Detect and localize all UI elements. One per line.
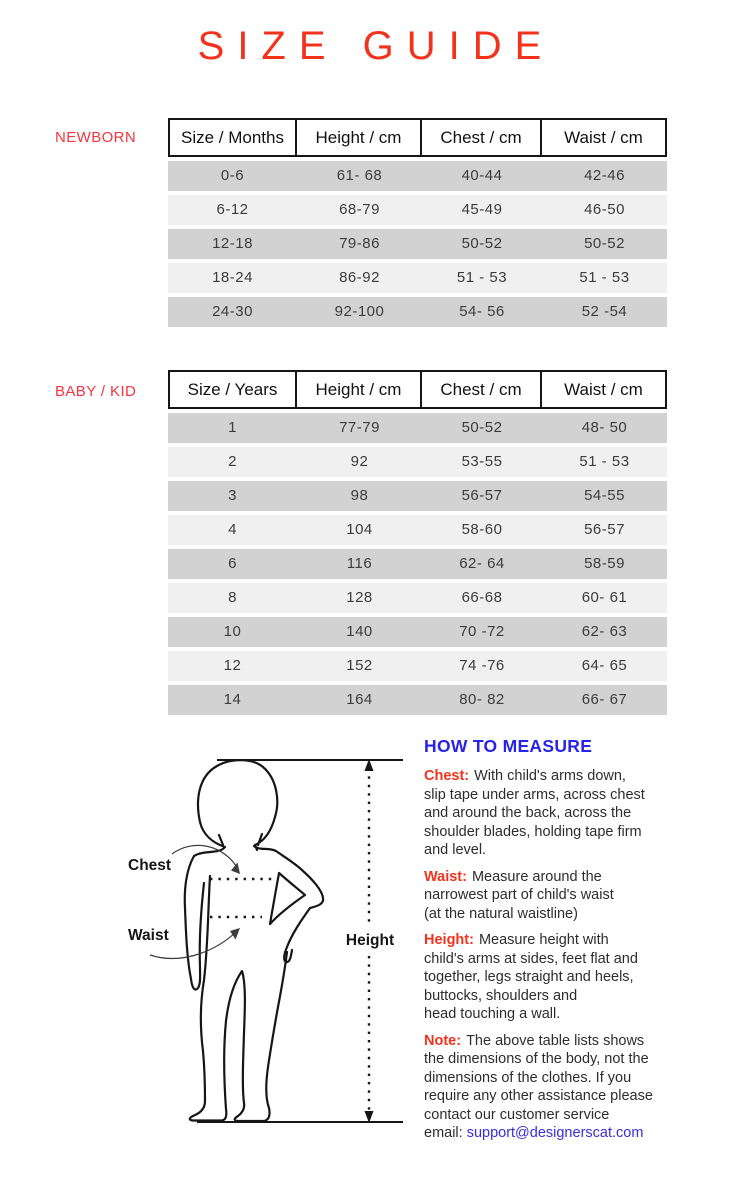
instruction-line: together, legs straight and heels, [424, 969, 634, 985]
column-header-waist: Waist / cm [540, 370, 667, 409]
column-header-chest: Chest / cm [420, 370, 542, 409]
newborn-section-label: NEWBORN [55, 129, 137, 146]
table-cell: 62- 63 [581, 623, 628, 640]
table-cell: 104 [346, 521, 373, 538]
table-cell: 46-50 [584, 201, 625, 218]
table-cell: 54-55 [584, 487, 625, 504]
table-row [168, 161, 667, 191]
table-cell: 116 [346, 555, 373, 572]
height-instruction-label: Height: [424, 932, 474, 948]
table-row [168, 481, 667, 511]
chest-label: Chest [128, 857, 172, 874]
measurement-figure [92, 742, 422, 1162]
table-cell: 50-52 [461, 419, 503, 436]
how-to-measure-title: HOW TO MEASURE [424, 736, 593, 756]
column-header-size: Size / Months [168, 118, 297, 157]
table-header-row [168, 370, 667, 409]
column-header-chest: Chest / cm [420, 118, 542, 157]
table-cell: 12-18 [212, 235, 253, 252]
table-row [168, 413, 667, 443]
instruction-line: shoulder blades, holding tape firm [424, 823, 642, 840]
page-title: SIZE GUIDE [197, 24, 555, 68]
table-cell: 48- 50 [581, 419, 628, 436]
table-cell: 53-55 [461, 453, 503, 470]
chest-pointer-arrow [172, 845, 240, 874]
instruction-line: slip tape under arms, across chest [424, 786, 645, 803]
chest-instruction-label: Chest: [424, 768, 470, 784]
instruction-line: The above table lists shows [466, 1032, 645, 1049]
table-row [168, 263, 667, 293]
instruction-line: Measure around the [471, 868, 602, 885]
table-cell: 70 -72 [459, 623, 505, 640]
newborn-size-table [168, 118, 667, 327]
email-line [424, 1124, 742, 1143]
chest-instruction [424, 767, 742, 860]
table-cell: 4 [228, 521, 237, 538]
height-label: Height [345, 932, 395, 949]
baby-kid-size-table [168, 370, 667, 715]
table-cell: 64- 65 [581, 657, 628, 674]
instruction-line: head touching a wall. [424, 1006, 561, 1022]
instruction-line: contact our customer service [424, 1106, 610, 1123]
column-header-size: Size / Years [168, 370, 297, 409]
table-cell: 40-44 [461, 167, 503, 184]
table-cell: 1 [228, 419, 237, 436]
table-cell: 52 -54 [581, 303, 628, 320]
instruction-line: and level. [424, 842, 487, 858]
waist-instruction-label: Waist: [424, 868, 467, 885]
table-cell: 58-60 [461, 521, 503, 538]
support-email-link[interactable]: support@designerscat.com [466, 1125, 644, 1141]
table-cell: 14 [223, 691, 242, 708]
table-cell: 45-49 [461, 201, 503, 218]
table-cell: 51 - 53 [579, 269, 630, 286]
table-row [168, 685, 667, 715]
table-cell: 66-68 [461, 589, 503, 606]
child-outline [185, 760, 323, 1121]
table-cell: 79-86 [339, 235, 380, 252]
table-cell: 0-6 [220, 167, 245, 184]
waist-instruction [424, 868, 742, 924]
table-cell: 24-30 [212, 303, 253, 320]
instruction-line: With child's arms down, [474, 768, 626, 784]
table-cell: 74 -76 [459, 657, 505, 674]
table-cell: 51 - 53 [456, 269, 508, 286]
instruction-line: buttocks, shoulders and [424, 987, 578, 1004]
table-cell: 6-12 [216, 201, 249, 218]
column-header-waist: Waist / cm [540, 118, 667, 157]
table-cell: 62- 64 [459, 555, 505, 572]
table-cell: 128 [346, 589, 373, 606]
baby-kid-section-label: BABY / KID [55, 383, 137, 400]
table-cell: 56-57 [584, 521, 625, 538]
instruction-line: dimensions of the clothes. If you [424, 1069, 632, 1086]
instruction-line: the dimensions of the body, not the [424, 1051, 649, 1067]
instruction-line: (at the natural waistline) [424, 905, 578, 922]
table-cell: 42-46 [584, 167, 625, 184]
table-cell: 3 [228, 487, 237, 504]
table-cell: 58-59 [584, 555, 625, 572]
height-instruction [424, 931, 742, 1024]
table-cell: 6 [228, 555, 237, 572]
table-cell: 60- 61 [581, 589, 628, 606]
column-header-height: Height / cm [295, 370, 422, 409]
table-row [168, 447, 667, 477]
table-row [168, 617, 667, 647]
table-row [168, 549, 667, 579]
table-cell: 68-79 [339, 201, 380, 218]
table-cell: 92-100 [334, 303, 385, 320]
table-cell: 152 [346, 657, 373, 674]
table-cell: 50-52 [461, 235, 503, 252]
email-label: email: [424, 1125, 463, 1141]
table-cell: 50-52 [584, 235, 625, 252]
table-row [168, 651, 667, 681]
table-row [168, 229, 667, 259]
table-cell: 2 [228, 453, 237, 470]
table-cell: 51 - 53 [579, 453, 630, 470]
table-row [168, 515, 667, 545]
table-cell: 98 [350, 487, 369, 504]
instruction-line: narrowest part of child's waist [424, 887, 614, 903]
instruction-line: Measure height with [478, 932, 609, 948]
instruction-line: and around the back, across the [424, 805, 632, 821]
table-cell: 92 [350, 453, 369, 470]
instruction-line: child's arms at sides, feet flat and [424, 950, 638, 967]
table-cell: 10 [223, 623, 242, 640]
table-cell: 66- 67 [581, 691, 628, 708]
note-label: Note: [424, 1032, 462, 1049]
how-to-measure-section [424, 736, 742, 1151]
table-cell: 8 [228, 589, 237, 606]
table-cell: 80- 82 [459, 691, 505, 708]
table-cell: 140 [346, 623, 373, 640]
table-cell: 12 [223, 657, 242, 674]
table-header-row [168, 118, 667, 157]
table-row [168, 195, 667, 225]
waist-label: Waist [128, 927, 169, 944]
table-cell: 77-79 [339, 419, 380, 436]
instruction-line: require any other assistance please [424, 1088, 653, 1104]
table-cell: 18-24 [212, 269, 253, 286]
table-cell: 61- 68 [336, 167, 383, 184]
table-cell: 164 [346, 691, 373, 708]
table-cell: 56-57 [461, 487, 503, 504]
table-cell: 54- 56 [459, 303, 505, 320]
column-header-height: Height / cm [295, 118, 422, 157]
note-paragraph [424, 1032, 742, 1143]
table-row [168, 297, 667, 327]
height-arrow [342, 759, 400, 1123]
table-cell: 86-92 [339, 269, 380, 286]
table-row [168, 583, 667, 613]
